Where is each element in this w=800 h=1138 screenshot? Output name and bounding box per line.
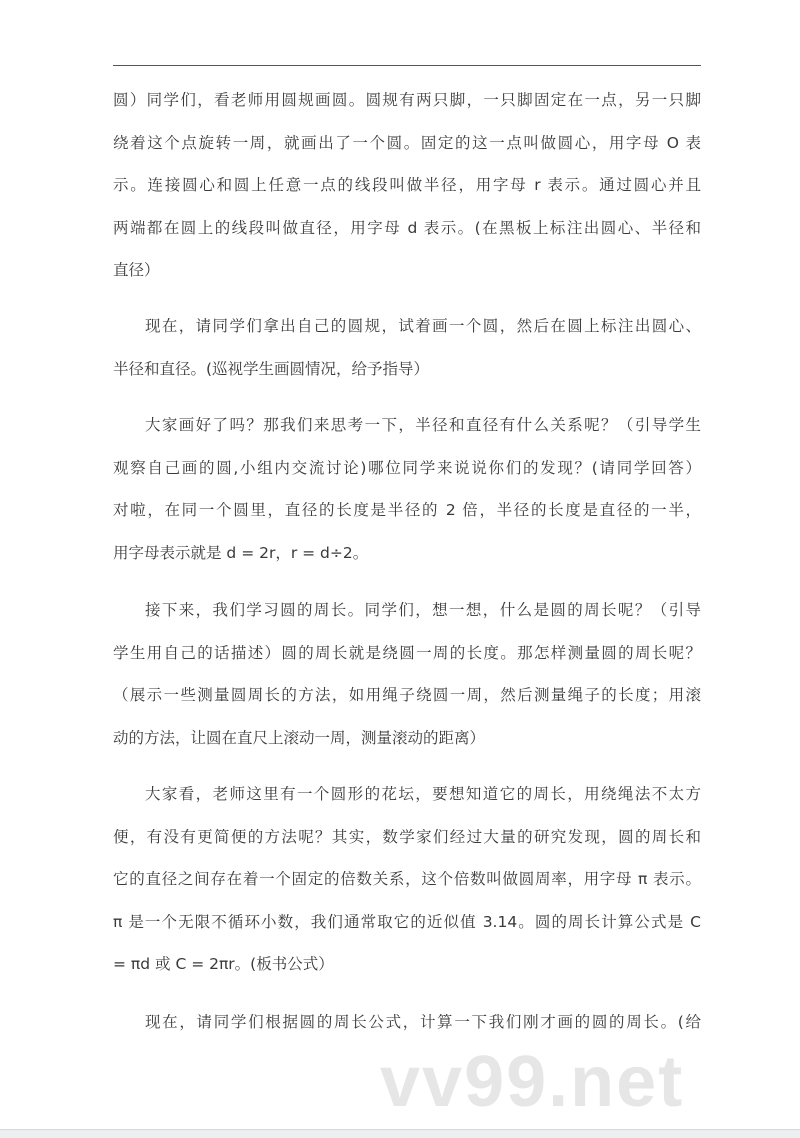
paragraph-5-line: π 是一个无限不循环小数，我们通常取它的近似值 3.14。圆的周长计算公式是 C xyxy=(113,912,701,931)
paragraph-3-line: 用字母表示就是 d = 2r，r = d÷2。 xyxy=(113,543,369,562)
paragraph-4-line: 接下来，我们学习圆的周长。同学们，想一想，什么是圆的周长呢？（引导 xyxy=(145,601,701,619)
paragraph-4-line: （展示一些测量圆周长的方法，如用绳子绕圆一周，然后测量绳子的长度；用滚 xyxy=(113,686,701,705)
paragraph-4-line: 学生用自己的话描述）圆的周长就是绕圆一周的长度。那怎样测量圆的周长呢？ xyxy=(113,643,701,662)
paragraph-1-line: 两端都在圆上的线段叫做直径，用字母 d 表示。(在黑板上标注出圆心、半径和 xyxy=(113,218,701,237)
paragraph-5-line: 它的直径之间存在着一个固定的倍数关系，这个倍数叫做圆周率，用字母 π 表示。 xyxy=(113,870,701,889)
paragraph-3-line: 大家画好了吗？那我们来思考一下，半径和直径有什么关系呢？（引导学生 xyxy=(145,416,701,434)
paragraph-2-line: 半径和直径。(巡视学生画圆情况，给予指导） xyxy=(113,359,430,378)
paragraph-4-line: 动的方法，让圆在直尺上滚动一周，测量滚动的距离） xyxy=(113,728,486,747)
paragraph-1-line: 示。连接圆心和圆上任意一点的线段叫做半径，用字母 r 表示。通过圆心并且 xyxy=(113,176,701,195)
paragraph-5-line: 便，有没有更简便的方法呢？其实，数学家们经过大量的研究发现，圆的周长和 xyxy=(113,827,701,846)
paragraph-2-line: 现在，请同学们拿出自己的圆规，试着画一个圆，然后在圆上标注出圆心、 xyxy=(145,317,701,335)
header-rule xyxy=(113,65,701,66)
paragraph-1-line: 圆）同学们，看老师用圆规画圆。圆规有两只脚，一只脚固定在一点，另一只脚 xyxy=(113,91,701,109)
paragraph-1-line: 直径） xyxy=(113,261,160,280)
paragraph-5-line: = πd 或 C = 2πr。(板书公式） xyxy=(113,955,334,974)
paragraph-3-line: 观察自己画的圆,小组内交流讨论)哪位同学来说说你们的发现？(请同学回答） xyxy=(113,458,701,477)
paragraph-5-line: 大家看，老师这里有一个圆形的花坛，要想知道它的周长，用绕绳法不太方 xyxy=(145,785,701,803)
watermark: vv99.net xyxy=(380,1042,685,1122)
paragraph-1-line: 绕着这个点旋转一周，就画出了一个圆。固定的这一点叫做圆心，用字母 O 表 xyxy=(113,133,701,152)
paragraph-6-line: 现在，请同学们根据圆的周长公式，计算一下我们刚才画的圆的周长。(给 xyxy=(145,1013,701,1031)
paragraph-3-line: 对啦，在同一个圆里，直径的长度是半径的 2 倍，半径的长度是直径的一半， xyxy=(113,501,701,520)
